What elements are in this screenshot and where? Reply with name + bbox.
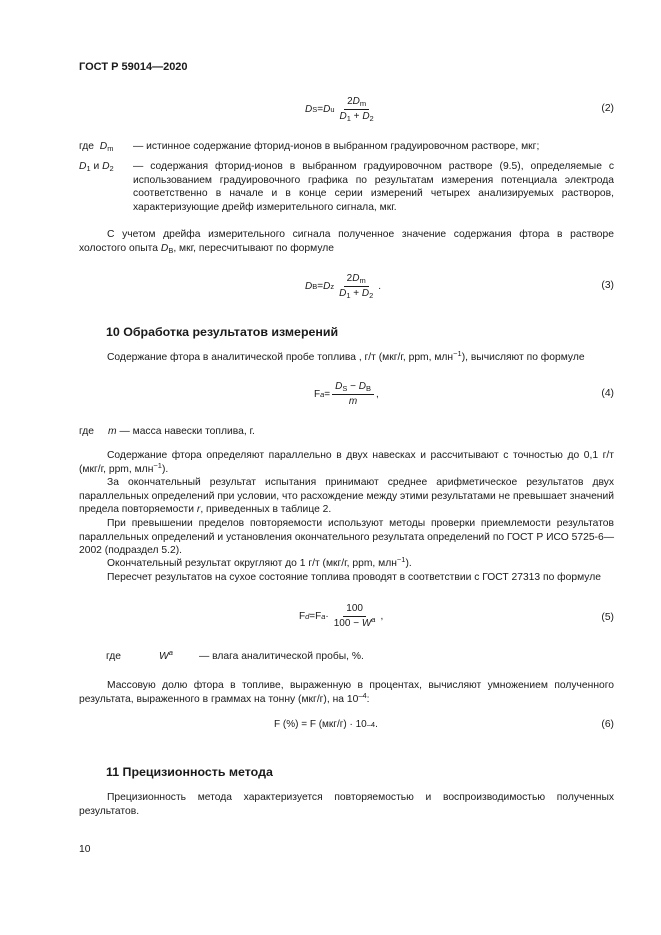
page-number: 10 [79, 844, 91, 855]
equation-2: D S = D u $\frac{2D_m}{D_1 + D_2}$ [305, 96, 379, 123]
definition-wa-desc: — влага аналитической пробы, %. [199, 651, 364, 662]
equation-6: F (%) = F (мкг/г) · 10 –4 . [274, 719, 378, 730]
paragraph-parallel: Содержание фтора определяют параллельно в двух навесках и рассчитывают с точностью до 0,1 г/т (мкг/г, ppm, млн$^{-1}$). [79, 450, 614, 475]
fraction: $\frac{2D_m}{D_1 + D_2}$ [339, 273, 374, 300]
fraction: $\frac{D_S - D_B}{m}$ [332, 381, 374, 408]
definition-m: где m — масса навески топлива, г. [79, 426, 255, 437]
paragraph-dry-basis: Пересчет результатов на сухое состояние топлива проводят в соответствии с ГОСТ 27313 по формуле [107, 572, 601, 583]
paragraph-mass-fraction: Массовую долю фтора в топливе, выраженную в процентах, вычисляют умножением полученного результата, выраженного в граммах на тонну (мкг/г), на $10^{-4}$: [79, 680, 614, 705]
document-header: ГОСТ Р 59014—2020 [79, 61, 188, 73]
paragraph-final-result: За окончательный результат испытания принимают среднее арифметическое результатов двух параллельных определений при условии, что расхождение между этими результатами не превышает значений предела повторяемости r, приведенных в таблице 2. [79, 477, 614, 516]
paragraph-rounding: Окончательный результат округляют до 1 г/т (мкг/г, ppm, млн$^{-1}$). [107, 555, 412, 569]
fraction: $\frac{100}{100 - W^a}$ [333, 603, 376, 629]
paragraph-drift: С учетом дрейфа измерительного сигнала полученное значение содержания фтора в растворе холостого опыта $D_B$, мкг, пересчитывают по формуле [79, 229, 614, 255]
section-11-text: Прецизионность метода характеризуется повторяемостью и воспроизводимостью полученных результатов. [79, 792, 614, 817]
definition-wa: где [106, 651, 122, 662]
equation-4: F a = $\frac{D_S - D_B}{m}$ , [314, 381, 379, 407]
definition-d1-d2: $D_1$ и $D_2$ — содержания фторид-ионов в выбранном градуировочном растворе (9.5), определяемые с использованием градуировочного графика по результатам измерения потенциала электрода соответственно в начале и в конце серии измерений четырех анализируемых растворов, характеризующие дрейф измерительного сигнала, мкг. [79, 161, 614, 213]
equation-number-2: (2) [601, 103, 614, 114]
equation-5: F d = F a · $\frac{100}{100 - W^a}$ , [299, 603, 384, 629]
section-11-title: 11 Прецизионность метода [106, 765, 273, 779]
equation-number-6: (6) [601, 719, 614, 730]
definition-wa-term: $W^a$ [159, 648, 173, 662]
paragraph-repeatability: При превышении пределов повторяемости используют методы проверки приемлемости результатов параллельных определений и установления окончательного результата определений по ГОСТ Р ИСО 5725-6—2002 (подраздел 5.2). [79, 518, 614, 557]
section-10-title: 10 Обработка результатов измерений [106, 325, 339, 339]
equation-number-3: (3) [601, 280, 614, 291]
fraction: $\frac{2D_m}{D_1 + D_2}$ [339, 96, 374, 123]
equation-3: D B = D z $\frac{2D_m}{D_1 + D_2}$ . [305, 273, 382, 300]
definition-dm: где $D_m$ — истинное содержание фторид-ионов в выбранном градуировочном растворе, мкг; [79, 141, 540, 153]
equation-number-4: (4) [601, 388, 614, 399]
equation-number-5: (5) [601, 612, 614, 623]
section-10-intro: Содержание фтора в аналитической пробе топлива , г/т (мкг/г, ppm, млн$^{-1}$), вычисляют по формуле [107, 349, 585, 363]
